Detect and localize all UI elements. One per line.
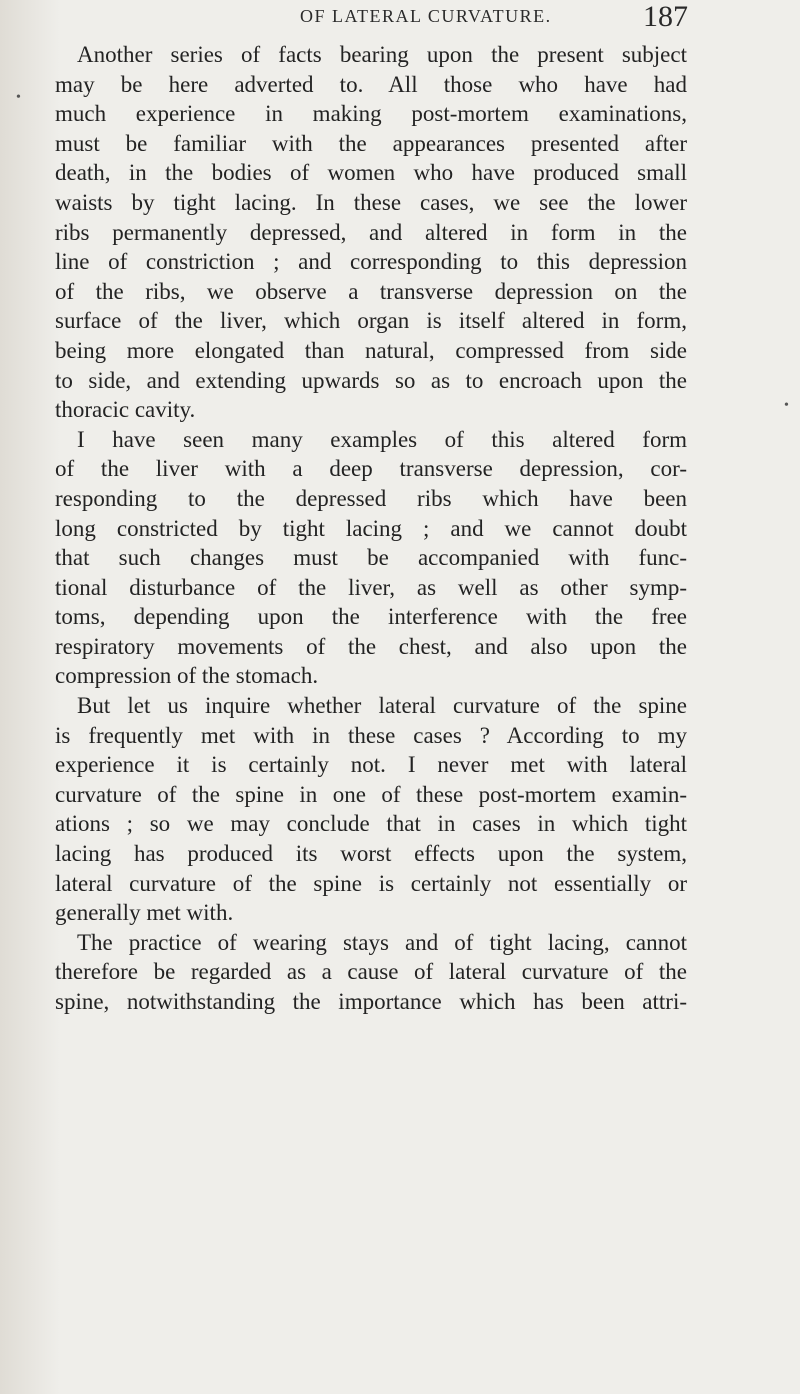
- text-line: to side, and extending upwards so as to encroach upon the: [55, 367, 687, 393]
- text-line: spine, notwithstanding the importance which has been attri-: [55, 989, 687, 1014]
- text-line: lacing has produced its worst effects upon the system,: [55, 841, 687, 867]
- text-line: therefore be regarded as a cause of lateral curvature of the: [55, 959, 687, 985]
- text-line: long constricted by tight lacing ; and we cannot doubt: [55, 515, 687, 541]
- text-line: ribs permanently depressed, and altered in form in the: [55, 219, 687, 245]
- text-line: that such changes must be accompanied with func-: [55, 545, 687, 571]
- text-line: Another series of facts bearing upon the present subject: [77, 42, 687, 67]
- text-line: responding to the depressed ribs which have been: [55, 485, 687, 511]
- text-line: ations ; so we may conclude that in cases in which tight: [55, 811, 687, 837]
- text-line: But let us inquire whether lateral curvature of the spine: [77, 693, 687, 719]
- text-line: may be here adverted to. All those who have had: [55, 71, 687, 97]
- text-line: curvature of the spine in one of these post-mortem examin-: [55, 781, 687, 807]
- text-line: compression of the stomach.: [55, 663, 319, 689]
- text-line: The practice of wearing stays and of tight lacing, cannot: [77, 929, 687, 955]
- text-line: toms, depending upon the interference with the free: [55, 604, 687, 630]
- text-line: surface of the liver, which organ is itself altered in form,: [55, 308, 687, 334]
- text-line: of the liver with a deep transverse depression, cor-: [55, 456, 687, 482]
- text-line: much experience in making post-mortem examinations,: [55, 101, 687, 127]
- text-line: thoracic cavity.: [55, 397, 196, 423]
- text-line: tional disturbance of the liver, as well as other symp-: [55, 574, 687, 600]
- margin-mark: •: [16, 90, 21, 105]
- page-number: 187: [643, 0, 688, 33]
- text-line: generally met with.: [55, 900, 234, 926]
- text-line: is frequently met with in these cases ? According to my: [55, 722, 687, 748]
- text-line: respiratory movements of the chest, and also upon the: [55, 633, 687, 659]
- text-line: line of constriction ; and corresponding to this depression: [55, 249, 687, 275]
- text-line: lateral curvature of the spine is certainly not essentially or: [55, 870, 687, 896]
- running-head: OF LATERAL CURVATURE.: [300, 6, 552, 26]
- text-line: being more elongated than natural, compressed from side: [55, 337, 687, 363]
- text-line: death, in the bodies of women who have produced small: [55, 160, 687, 186]
- text-line: waists by tight lacing. In these cases, we see the lower: [55, 189, 687, 215]
- text-line: I have seen many examples of this altered form: [77, 426, 687, 452]
- text-line: of the ribs, we observe a transverse depression on the: [55, 278, 687, 304]
- body-text: [55, 40, 687, 1017]
- text-line: experience it is certainly not. I never met with lateral: [55, 752, 687, 778]
- text-line: must be familiar with the appearances presented after: [55, 130, 687, 156]
- margin-mark: •: [784, 398, 789, 413]
